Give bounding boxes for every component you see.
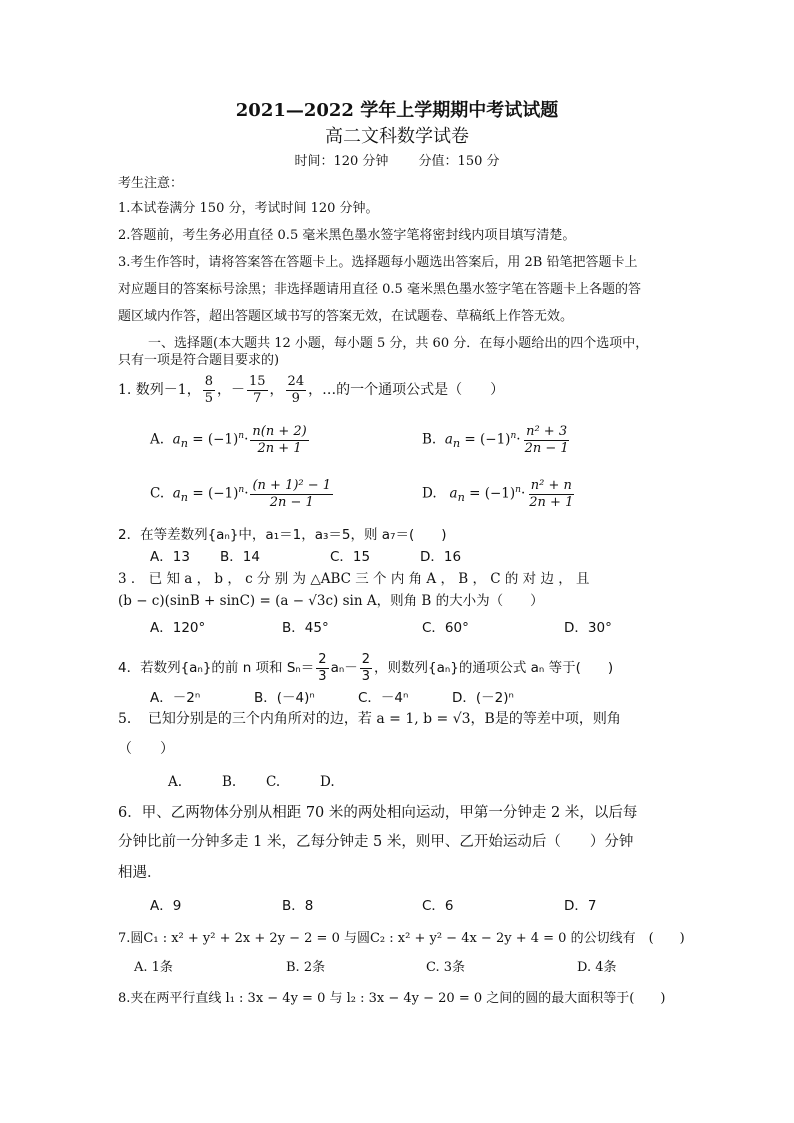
q3-option-b[interactable]: B．45° [282, 620, 329, 636]
q3-option-c[interactable]: C．60° [422, 620, 469, 636]
question-6-line-2: 分钟比前一分钟多走 1 米，乙每分钟走 5 米，则甲、乙开始运动后（ ）分钟 [118, 834, 634, 850]
question-5-line-2: （ ） [118, 741, 174, 757]
question-4-stem: 4．若数列{aₙ}的前 n 项和 Sₙ＝ $\frac{2}{3}$ aₙ－ $\frac{2}{3}$ ，则数列{aₙ}的通项公式 aₙ 等于( ) [118, 651, 614, 684]
q7-option-d[interactable]: D. 4条 [577, 960, 617, 975]
q4-option-d[interactable]: D．(－2)ⁿ [452, 690, 514, 706]
q3-option-d[interactable]: D．30° [564, 620, 612, 636]
time-score-info: 时间：120 分钟 分值：150 分 [294, 154, 500, 169]
q1-prefix: 1. 数列－1， [118, 382, 201, 398]
q5-option-a[interactable]: A. [168, 774, 183, 790]
q6-option-c[interactable]: C．6 [422, 898, 454, 914]
note-item-2: 2.答题前，考生务必用直径 0.5 毫米黑色墨水签字笔将密封线内项目填写清楚。 [118, 228, 576, 243]
question-8-stem: 8.夹在两平行直线 l₁ : 3x − 4y = 0 与 l₂ : 3x − 4y − 20 = 0 之间的圆的最大面积等于( ) [118, 991, 666, 1006]
section-1-line-1: 一、选择题(本大题共 12 小题，每小题 5 分，共 60 分．在每小题给出的四个选项中， [148, 336, 649, 351]
note-item-3-line-2: 对应题目的答案标号涂黑；非选择题请用直径 0.5 毫米黑色墨水签字笔在答题卡上各题的答 [118, 282, 641, 297]
q7-option-a[interactable]: A. 1条 [134, 960, 173, 975]
q5-option-d[interactable]: D. [320, 774, 335, 790]
q2-option-a[interactable]: A．13 [150, 549, 190, 565]
q2-option-c[interactable]: C．15 [330, 549, 371, 565]
question-2-stem: 2．在等差数列{aₙ}中，a₁＝1，a₃＝5，则 a₇＝( ) [118, 527, 447, 543]
question-6-line-3: 相遇． [118, 865, 162, 881]
note-item-3-line-1: 3.考生作答时，请将答案答在答题卡上。选择题每小题选出答案后，用 2B 铅笔把答题卡上 [118, 255, 638, 270]
exam-title: 2021—2022 学年上学期期中考试试题 [235, 100, 559, 121]
q1-fraction-1: $\frac{8}{5}$ [204, 373, 213, 406]
q6-option-b[interactable]: B．8 [282, 898, 314, 914]
notes-heading: 考生注意： [118, 176, 184, 191]
q7-option-c[interactable]: C. 3条 [426, 960, 466, 975]
q4-option-a[interactable]: A．－2ⁿ [150, 690, 201, 706]
q4-option-b[interactable]: B．(－4)ⁿ [254, 690, 315, 706]
question-7-stem: 7.圆C₁ : x² + y² + 2x + 2y − 2 = 0 与圆C₂ : x² + y² − 4x − 2y + 4 = 0 的公切线有 ( ) [118, 931, 685, 946]
q6-option-d[interactable]: D．7 [564, 898, 597, 914]
question-5-line-1: 5． 已知分别是的三个内角所对的边，若 a = 1, b = √3，B是的等差中项，则角 [118, 711, 621, 727]
q3-option-a[interactable]: A．120° [150, 620, 206, 636]
q4-fraction-2: $\frac{2}{3}$ [361, 651, 371, 684]
question-6-line-1: 6．甲、乙两物体分别从相距 70 米的两处相向运动，甲第一分钟走 2 米，以后每 [118, 805, 638, 821]
q1-fraction-2: $\frac{15}{7}$ [249, 373, 266, 406]
question-3-line-1: 3 ． 已 知 a ， b ， c 分 别 为 △ABC 三 个 内 角 A ， B ， C 的 对 边 ， 且 [118, 571, 590, 587]
note-item-1: 1.本试卷满分 150 分，考试时间 120 分钟。 [118, 201, 379, 216]
q1-fraction-3: $\frac{24}{9}$ [287, 373, 305, 406]
q1-option-d[interactable]: D. $a_n = (-1)^n\cdot$ $\frac{\text{n² + n}}{2n + 1}$ [422, 477, 574, 510]
note-item-3-line-3: 题区域内作答，超出答题区域书写的答案无效，在试题卷、草稿纸上作答无效。 [118, 309, 574, 324]
q4-fraction-1: $\frac{2}{3}$ [318, 651, 327, 684]
q1-option-c[interactable]: C. $a_n = (-1)^n\cdot$ $\frac{\text{(n + 1)² − 1}}{2n - 1}$ [150, 477, 332, 510]
q1-suffix: ，…的一个通项公式是（ ） [308, 382, 505, 398]
q7-option-b[interactable]: B. 2条 [286, 960, 326, 975]
q5-option-c[interactable]: C. [266, 774, 281, 790]
q1-option-a[interactable]: A. $a_n = (-1)^n\cdot$ $\frac{n(n + 2)}{2n + 1}$ [150, 423, 307, 456]
q4-option-c[interactable]: C．－4ⁿ [358, 690, 409, 706]
q2-option-d[interactable]: D．16 [420, 549, 462, 565]
exam-subtitle: 高二文科数学试卷 [325, 126, 469, 147]
q6-option-a[interactable]: A．9 [150, 898, 182, 914]
q1-option-b[interactable]: B. $a_n = (-1)^n\cdot$ $\frac{\text{n² + 3}}{2n - 1}$ [422, 423, 569, 456]
q5-option-b[interactable]: B. [222, 774, 237, 790]
section-1-line-2: 只有一项是符合题目要求的) [118, 353, 280, 368]
question-3-line-2: (b − c)(sinB + sinC) = (a − √3c) sin A，则角 B 的大小为（ ） [118, 593, 544, 609]
question-1-stem: 1. 数列－1， $\frac{8}{5}$ ，－ $\frac{15}{7}$ ， $\frac{24}{9}$ ，…的一个通项公式是（ ） [118, 373, 505, 406]
q2-option-b[interactable]: B．14 [220, 549, 260, 565]
